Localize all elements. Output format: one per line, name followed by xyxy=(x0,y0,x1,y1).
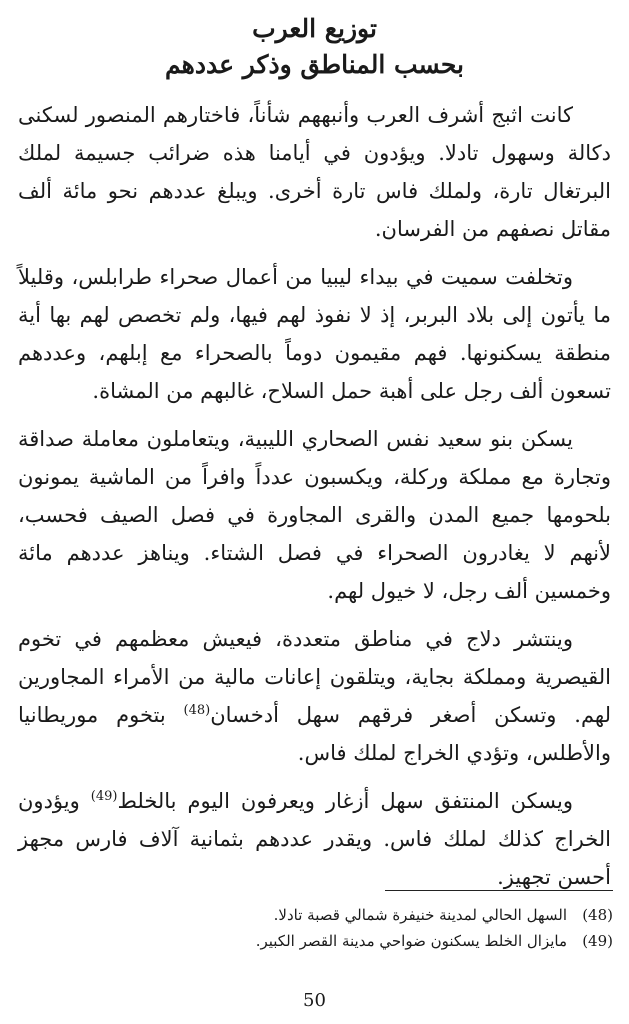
page-title: توزيع العرب xyxy=(252,14,377,43)
footnote-ref-49[interactable]: (49) xyxy=(90,789,118,804)
paragraph-5-text-after: ويؤدون الخراج كذلك لملك فاس. ويقدر عددهم بثمانية آلاف فارس مجهز أحسن تجهيز. xyxy=(18,789,611,889)
footnote-ref-48[interactable]: (48) xyxy=(183,703,211,718)
body-text xyxy=(18,96,611,906)
footnote-text: مايزال الخلط يسكنون ضواحي مدينة القصر الكبير. xyxy=(255,932,567,950)
paragraph-4-text-after: بتخوم موريطانيا والأطلس، وتؤدي الخراج لملك فاس. xyxy=(18,703,611,765)
footnote-divider xyxy=(385,890,613,891)
footnote-49 xyxy=(17,930,613,952)
paragraph-1: كانت اثبج أشرف العرب وأنبههم شأناً، فاختارهم المنصور لسكنى دكالة وسهول تادلا. ويؤدون في أيامنا هذه ضرائب جسيمة لملك البرتغال تارة، ولملك فاس تارة أخرى. ويبلغ عددهم نحو مائة ألف مقاتل نصفهم من الفرسان. xyxy=(18,103,611,241)
footnote-text: السهل الحالي لمدينة خنيفرة شمالي قصبة تادلا. xyxy=(273,906,567,924)
footnote-48 xyxy=(17,904,613,926)
footnote-number: (48) xyxy=(582,906,613,924)
paragraph-3: يسكن بنو سعيد نفس الصحاري الليبية، ويتعاملون معاملة صداقة وتجارة مع مملكة وركلة، ويكسبون عدداً وافراً من الماشية يمونون بلحومها جميع المدن والقرى المجاورة في فصل الصيف فحسب، لأنهم لا يغادرون الصحراء في فصل الشتاء. ويناهز عددهم مائة وخمسين ألف رجل، لا خيول لهم. xyxy=(18,427,611,603)
paragraph-5 xyxy=(18,782,611,896)
paragraph-4 xyxy=(18,620,611,772)
paragraph-2: وتخلفت سميت في بيداء ليبيا من أعمال صحراء طرابلس، وقليلاً ما يأتون إلى بلاد البربر، إذ لا نفوذ لهم فيها، ولم تخصص لهم بها أية منطقة يسكنونها. فهم مقيمون دوماً بالصحراء مع إبلهم، وعددهم تسعون ألف رجل على أهبة حمل السلاح، غالبهم من المشاة. xyxy=(18,265,611,403)
footnote-number: (49) xyxy=(582,932,613,950)
page-subtitle: بحسب المناطق وذكر عددهم xyxy=(165,50,464,79)
paragraph-5-text-before: ويسكن المنتفق سهل أزغار ويعرفون اليوم بالخلط xyxy=(117,789,573,813)
page-number: 50 xyxy=(303,990,326,1011)
paragraph-4-text-before: وينتشر دلاج في مناطق متعددة، فيعيش معظمهم في تخوم القيصرية ومملكة بجاية، ويتلقون إعانات مالية من الأمراء المجاورين لهم. وتسكن أصغر فرقهم سهل أدخسان xyxy=(18,627,611,727)
